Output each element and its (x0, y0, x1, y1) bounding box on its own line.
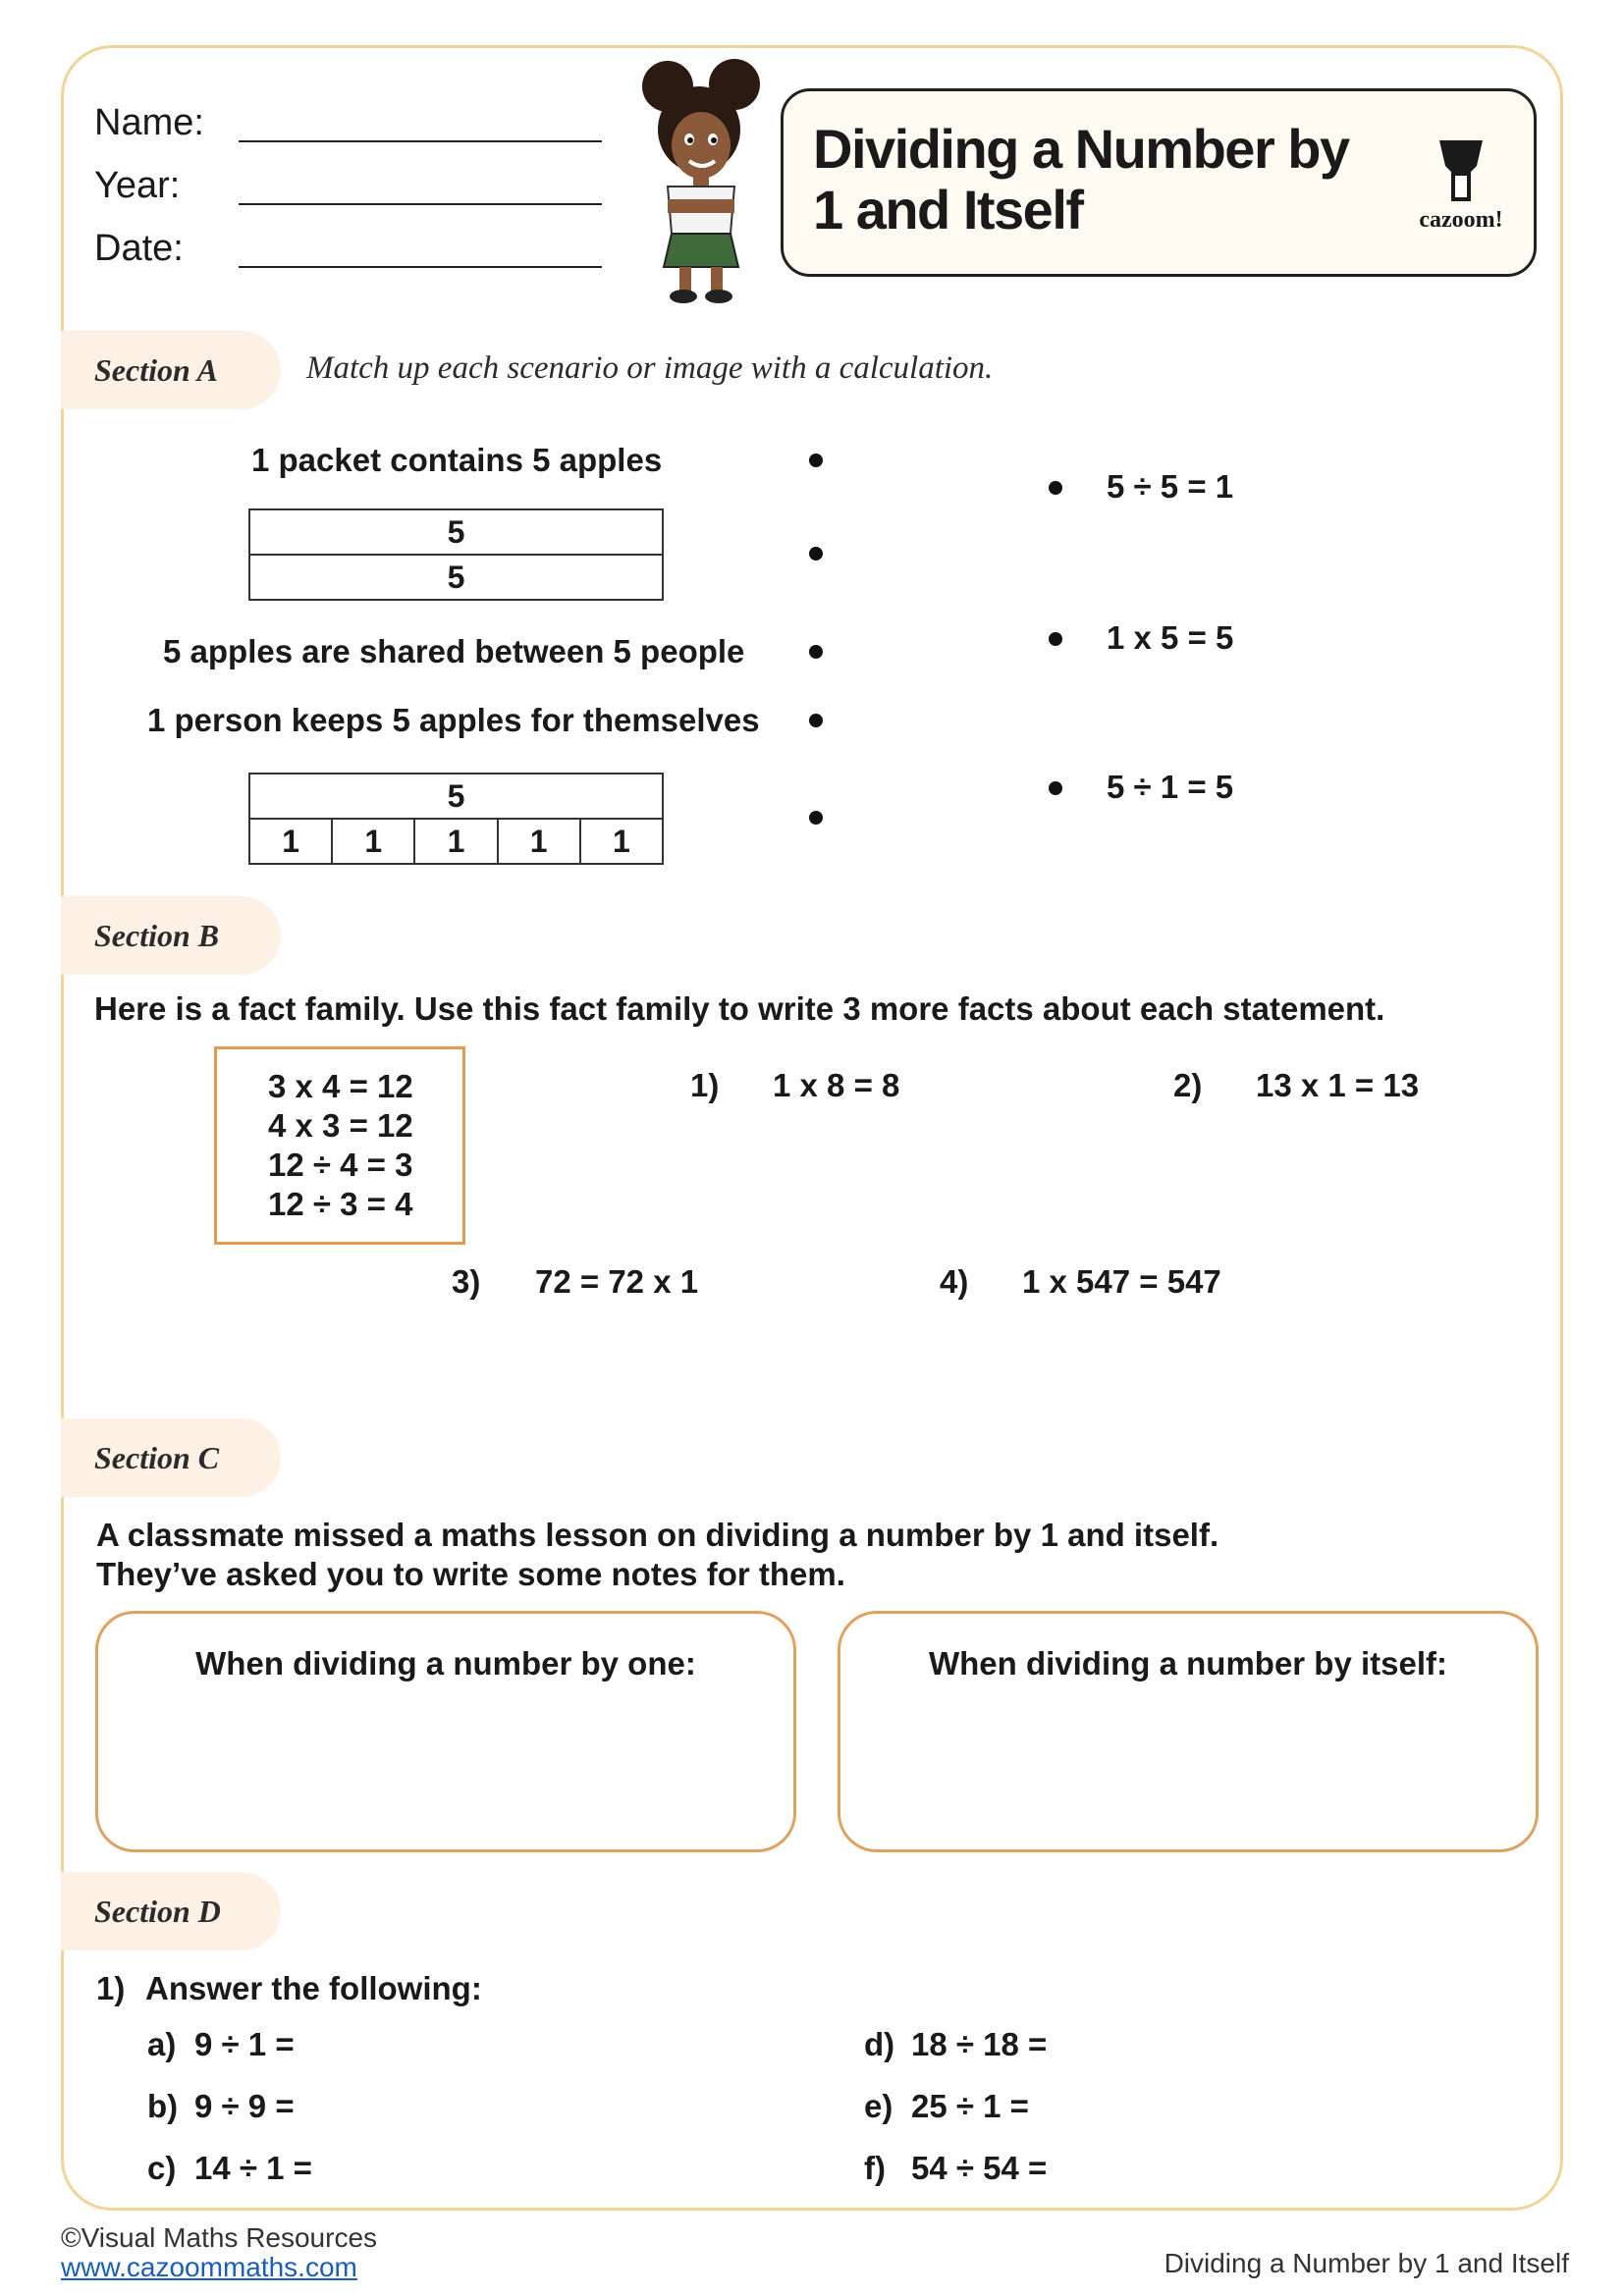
item-letter: d) (864, 2026, 895, 2062)
bar2-part-cell: 1 (580, 819, 663, 864)
bar2-part-cell: 1 (498, 819, 580, 864)
notes-box-by-itself[interactable] (838, 1611, 1539, 1852)
bar2-part-cell: 1 (249, 819, 332, 864)
match-dot-right[interactable] (1049, 481, 1062, 495)
question-number: 1) (690, 1067, 720, 1103)
calculation: 5 ÷ 1 = 5 (1107, 769, 1234, 805)
item-letter: e) (864, 2088, 893, 2124)
match-dot-left[interactable] (809, 714, 823, 727)
match-dot-left[interactable] (809, 454, 823, 467)
fact: 12 ÷ 3 = 4 (268, 1186, 413, 1222)
date-label: Date: (94, 228, 184, 269)
question-number: 1) (96, 1970, 126, 2006)
section-c-tab: Section C (61, 1418, 281, 1497)
match-dot-left[interactable] (809, 547, 823, 561)
scenario-shared: 5 apples are shared between 5 people (163, 633, 745, 669)
division-problem: 9 ÷ 9 = (194, 2088, 295, 2124)
section-a-tab: Section A (61, 331, 281, 409)
notes-box-heading: When dividing a number by itself: (928, 1645, 1448, 1682)
bar2-part-cell: 1 (414, 819, 497, 864)
footer-title: Dividing a Number by 1 and Itself (1164, 2248, 1569, 2278)
match-dot-right[interactable] (1049, 781, 1062, 795)
section-c-line1: A classmate missed a maths lesson on dividing a number by 1 and itself. (96, 1517, 1219, 1553)
division-problem: 54 ÷ 54 = (911, 2150, 1048, 2186)
scenario-keeps: 1 person keeps 5 apples for themselves (147, 702, 760, 738)
cazoom-logo (1412, 136, 1510, 244)
notes-box-by-one[interactable] (95, 1611, 796, 1852)
bar1-top-cell: 5 (249, 509, 663, 555)
footer-copyright: ©Visual Maths Resources (61, 2222, 378, 2253)
question-number: 4) (940, 1263, 969, 1300)
bar-model-two (248, 773, 664, 865)
section-b-tab: Section B (61, 896, 281, 975)
bar1-bottom-cell: 5 (249, 555, 663, 600)
question-statement: 13 x 1 = 13 (1256, 1067, 1420, 1103)
match-dot-left[interactable] (809, 645, 823, 659)
section-d-tab: Section D (61, 1872, 281, 1950)
item-letter: c) (147, 2150, 177, 2186)
year-label: Year: (94, 165, 181, 206)
girl-character-illustration (628, 59, 776, 306)
logo-text: cazoom! (1419, 207, 1503, 233)
division-problem: 14 ÷ 1 = (194, 2150, 312, 2186)
fact: 3 x 4 = 12 (268, 1068, 413, 1104)
calculation: 5 ÷ 5 = 1 (1107, 468, 1234, 505)
bar2-part-cell: 1 (332, 819, 414, 864)
item-letter: f) (864, 2150, 886, 2186)
item-letter: a) (147, 2026, 177, 2062)
footer-link[interactable]: www.cazoommaths.com (61, 2252, 357, 2282)
worksheet-title: Dividing a Number by 1 and Itself (813, 118, 1349, 240)
match-dot-left[interactable] (809, 811, 823, 825)
bar-model-one (248, 508, 664, 601)
question-statement: 1 x 8 = 8 (773, 1067, 900, 1103)
question-text: Answer the following: (145, 1970, 482, 2006)
bar2-top-cell: 5 (249, 774, 663, 819)
section-a-instruction: Match up each scenario or image with a calculation. (306, 350, 994, 386)
division-problem: 9 ÷ 1 = (194, 2026, 295, 2062)
question-statement: 72 = 72 x 1 (535, 1263, 699, 1300)
scenario-packet: 1 packet contains 5 apples (251, 442, 663, 478)
section-b-instruction: Here is a fact family. Use this fact family to write 3 more facts about each statement. (94, 990, 1385, 1027)
fact: 12 ÷ 4 = 3 (268, 1147, 413, 1183)
fact: 4 x 3 = 12 (268, 1107, 413, 1144)
name-label: Name: (94, 102, 204, 143)
year-line[interactable] (239, 203, 602, 205)
fact-family-box (214, 1046, 465, 1245)
section-c-line2: They’ve asked you to write some notes for them. (96, 1556, 845, 1592)
division-problem: 18 ÷ 18 = (911, 2026, 1048, 2062)
division-problem: 25 ÷ 1 = (911, 2088, 1029, 2124)
question-number: 2) (1173, 1067, 1203, 1103)
cazoom-logo-icon (1412, 136, 1510, 205)
match-dot-right[interactable] (1049, 632, 1062, 646)
date-line[interactable] (239, 266, 602, 268)
item-letter: b) (147, 2088, 179, 2124)
question-number: 3) (452, 1263, 481, 1300)
notes-box-heading: When dividing a number by one: (195, 1645, 696, 1682)
title-box (781, 88, 1537, 277)
question-statement: 1 x 547 = 547 (1022, 1263, 1221, 1300)
calculation: 1 x 5 = 5 (1107, 619, 1234, 656)
name-line[interactable] (239, 140, 602, 142)
